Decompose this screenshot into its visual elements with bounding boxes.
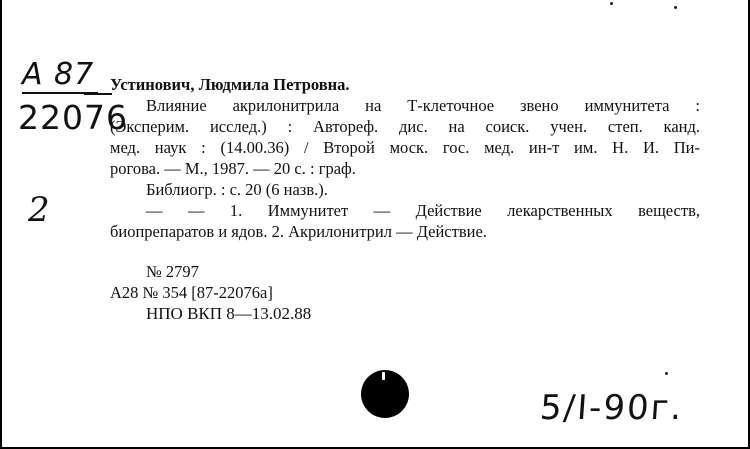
scan-speck: [674, 6, 677, 9]
description-line-3: мед. наук : (14.00.36) / Второй моск. гос. мед. ин-т им. Н. И. Пи-: [110, 138, 700, 157]
description-line-1: Влияние акрилонитрила на Т-клеточное звено иммунитета :: [146, 96, 700, 115]
description-line-2: (Эксперим. исслед.) : Автореф. дис. на соиск. учен. степ. канд.: [110, 117, 700, 136]
record-number: № 2797: [146, 262, 199, 281]
registration-number: А28 № 354 [87-22076а]: [110, 283, 273, 302]
call-number-top: А 87: [22, 58, 98, 94]
subject-line-1: — — 1. Иммунитет — Действие лекарственных веществ,: [146, 201, 700, 220]
punch-hole: [361, 370, 409, 418]
author-heading: Устинович, Людмила Петровна.: [110, 75, 350, 94]
handwritten-date: 5/I-90г.: [538, 388, 685, 428]
scan-speck: [610, 2, 613, 5]
punch-hole-mark: [382, 372, 385, 380]
call-number-bottom: 22076: [18, 98, 128, 137]
scan-speck: [665, 372, 668, 375]
subject-line-2: биопрепаратов и ядов. 2. Акрилонитрил — Действие.: [110, 222, 487, 241]
description-line-4: рогова. — М., 1987. — 20 с. : граф.: [110, 159, 356, 178]
publisher-stamp-line: НПО ВКП 8—13.02.88: [146, 304, 312, 323]
bibliography-note: Библиогр. : с. 20 (6 назв.).: [146, 180, 328, 199]
call-number-divider: [84, 93, 112, 95]
handwritten-mark: 2: [28, 190, 51, 230]
